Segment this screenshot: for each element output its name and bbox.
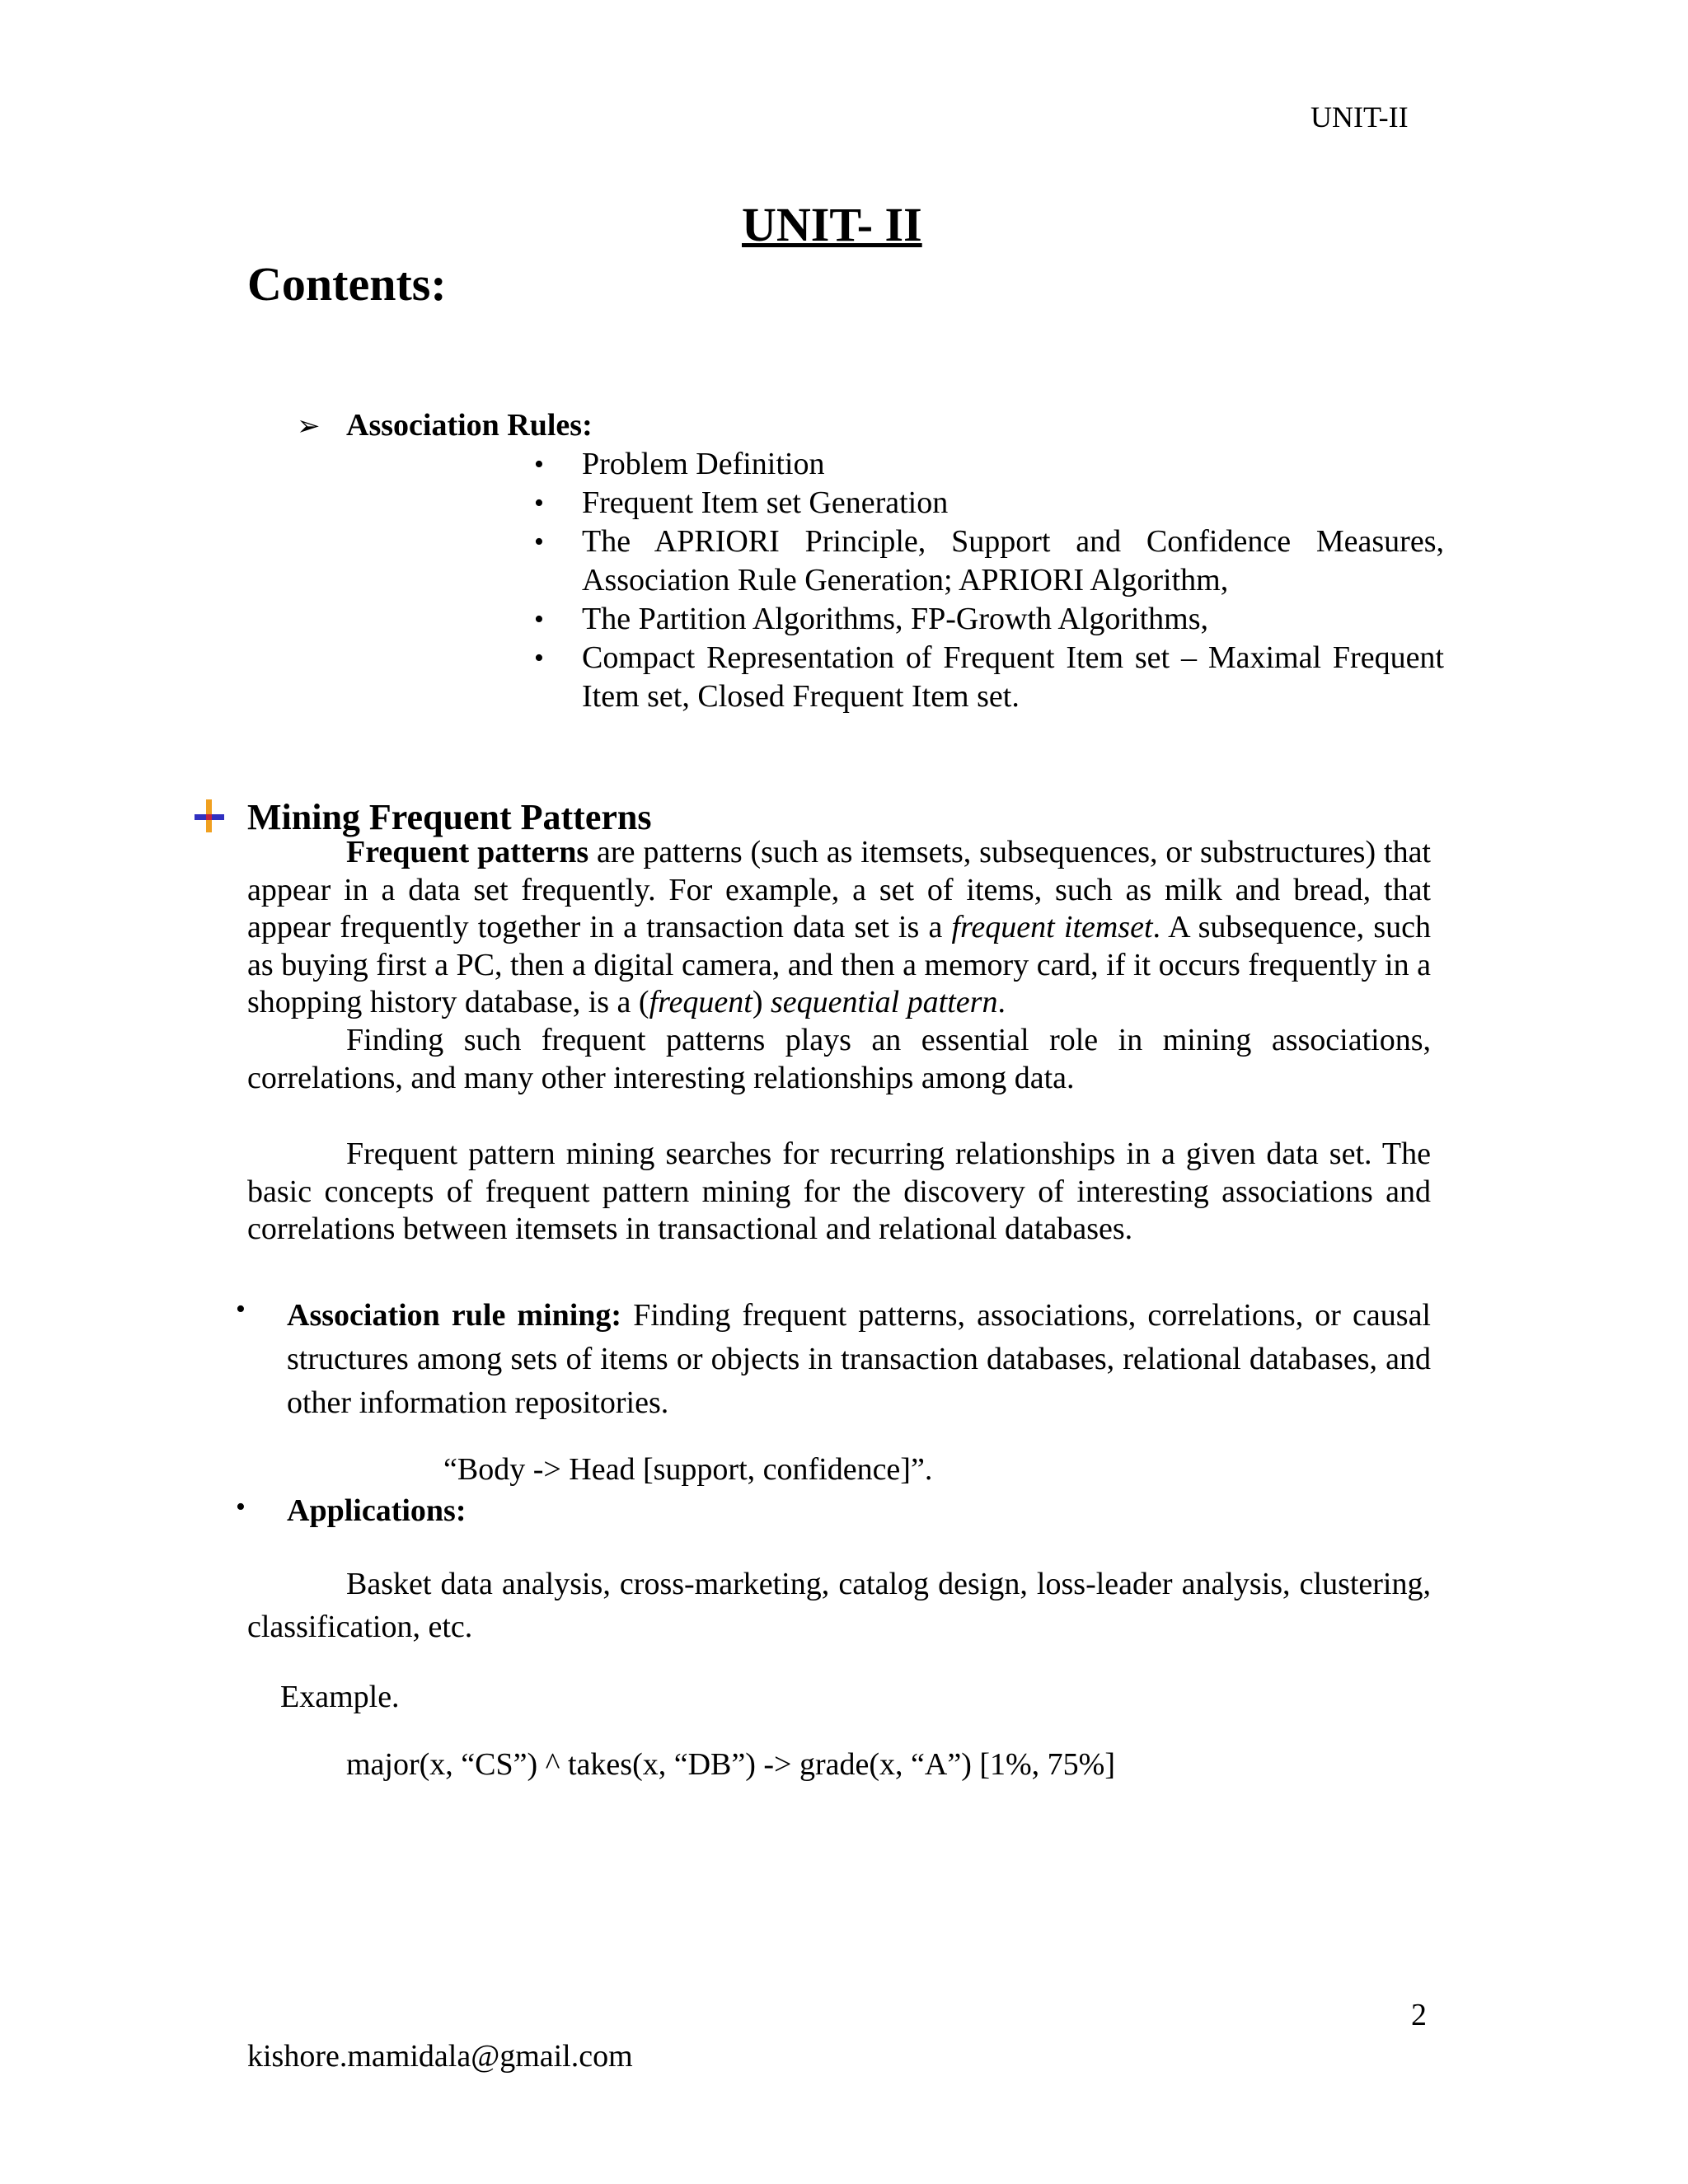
- finding-patterns-paragraph: Finding such frequent patterns plays an essential role in mining associations, correlations, and many other interesting relationships among data.: [247, 1023, 1431, 1095]
- association-rule-mining-item: • Association rule mining: Finding frequent patterns, associations, correlations, or causal structures among sets of items or objects in transaction databases, relational databases, and other information repositories.: [236, 1294, 1431, 1420]
- bold-term: Association rule mining:: [287, 1298, 622, 1333]
- section-heading-text: Mining Frequent Patterns: [247, 797, 652, 837]
- list-item: • The Partition Algorithms, FP-Growth Algorithms,: [528, 600, 1444, 639]
- bullet-icon: •: [236, 1492, 246, 1522]
- bold-term: Frequent patterns: [346, 835, 589, 869]
- applications-item: [236, 1492, 1431, 1530]
- arrow-bullet-icon: ➢: [297, 411, 321, 442]
- cross-bullet-icon: [195, 799, 224, 832]
- list-item: • Compact Representation of Frequent Item set – Maximal Frequent Item set, Closed Frequent Item set.: [528, 639, 1444, 716]
- unit-title: UNIT- II: [742, 198, 922, 251]
- rule-form: “Body -> Head [support, confidence]”.: [443, 1452, 933, 1487]
- applications-paragraph: Basket data analysis, cross-marketing, catalog design, loss-leader analysis, clustering, classification, etc.: [247, 1567, 1431, 1644]
- italic-term: frequent: [649, 985, 753, 1019]
- association-rules-label: Association Rules:: [346, 408, 593, 443]
- pattern-mining-paragraph: Frequent pattern mining searches for recurring relationships in a given data set. The basic concepts of frequent pattern mining for the discovery of interesting associations and correlations between itemsets in transactional and relational databases.: [247, 1137, 1431, 1246]
- bullet-icon: •: [236, 1294, 246, 1324]
- contents-topic-list: [528, 445, 1444, 716]
- list-item: • Problem Definition: [528, 445, 1444, 484]
- footer-email: kishore.mamidala@gmail.com: [247, 2039, 633, 2074]
- list-item: • The APRIORI Principle, Support and Confidence Measures, Association Rule Generation; APRIORI Algorithm,: [528, 523, 1444, 600]
- list-item: • Frequent Item set Generation: [528, 484, 1444, 523]
- page-number: 2: [1411, 1998, 1427, 2032]
- example-label: Example.: [280, 1680, 400, 1714]
- frequent-patterns-paragraph: Frequent patterns are patterns (such as itemsets, subsequences, or substructures) that appear in a data set frequently. For example, a set of items, such as milk and bread, that appear frequently together in a transaction data set is a frequent itemset. A subsequence, such as buying first a PC, then a digital camera, and then a memory card, if it occurs frequently in a shopping history database, is a (frequent) sequential pattern.: [247, 835, 1431, 1019]
- italic-term: frequent itemset: [951, 910, 1153, 944]
- example-formula: major(x, “CS”) ^ takes(x, “DB”) -> grade(x, “A”) [1%, 75%]: [346, 1747, 1115, 1782]
- contents-heading: Contents:: [247, 257, 447, 311]
- running-header: UNIT-II: [1311, 101, 1409, 134]
- applications-label: Applications:: [287, 1493, 467, 1528]
- association-rules-heading: [297, 405, 593, 447]
- italic-term: sequential pattern: [770, 985, 998, 1019]
